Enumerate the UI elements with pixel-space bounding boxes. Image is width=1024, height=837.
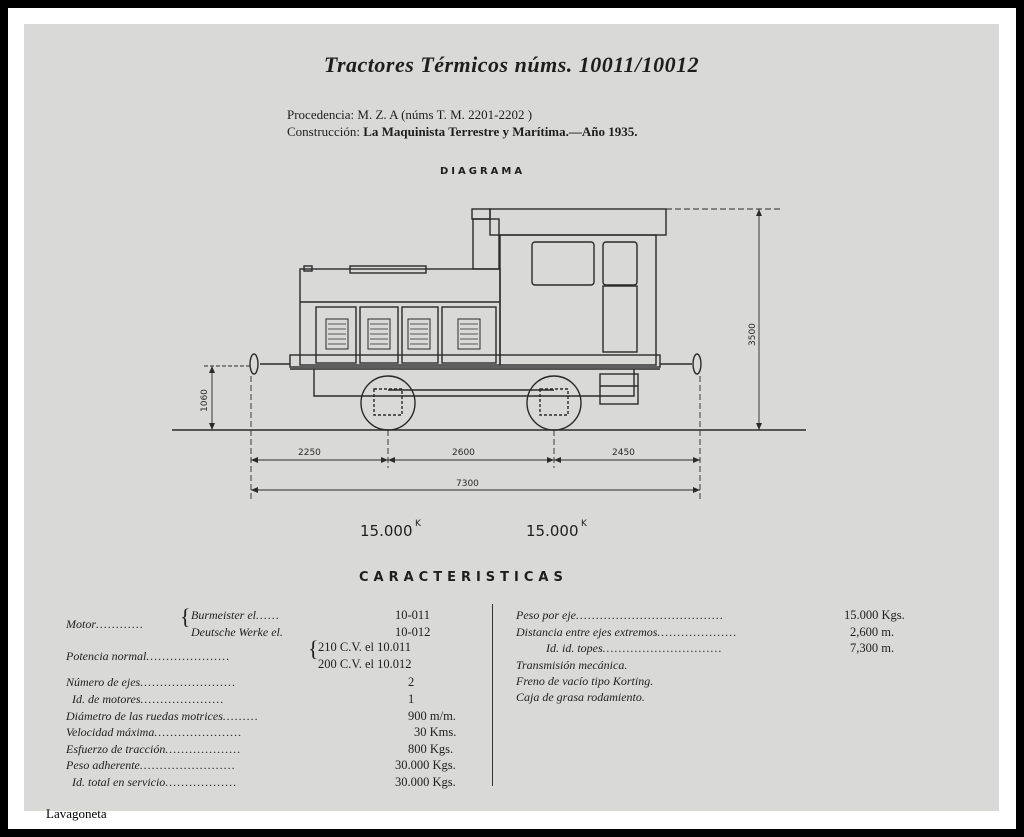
construccion-value: La Maquinista Terrestre y Marítima.—Año 1935. [363, 124, 638, 139]
peso-total-row: Id. total en servicio.................. [72, 775, 238, 789]
dim-2250: 2250 [298, 448, 321, 458]
cab-window [532, 242, 594, 285]
motores-row: Id. de motores..................... [72, 692, 225, 706]
velocidad-value: 30 Kms. [414, 725, 457, 739]
dim-3500: 3500 [748, 323, 758, 346]
peso-total-value: 30.000 Kgs. [395, 775, 456, 789]
diametro-row: Diámetro de las ruedas motrices......... [66, 709, 259, 723]
document-sheet: Tractores Térmicos núms. 10011/10012 Procedencia: M. Z. A (núms T. M. 2201-2202 ) Construcción: La Maquinista Terrestre y Marítima.—Año 1935. DIAGRAMA 2250 2600 2450 7300 1060 3500 15.000 K 15.000 K CARACTERISTICAS Motor............ { Burmeister el...... Deutsche Werke el. 10-011 10-012 Potencia normal..................... { 210 C.V. el 10.011 200 C.V. el 10.012 Número de ejes........................ 2 Id. de motores..................... 1 Diámetro de las ruedas motrices......... 900 m/m. Velocidad máxima...................... 30 Kms. Esfuerzo de tracción................... 800 Kgs. Peso adherente........................ 30.000 Kgs. Id. total en servicio.................. 30.000 Kgs. Peso por eje..................................... 15.000 Kgs. Distancia entre ejes extremos.................... 2,600 m. Id. id. topes.............................. 7,300 m. Transmisión mecánica. Freno de vacío tipo Korting. Caja de grasa rodamiento. [24, 24, 999, 811]
engine-hood [300, 269, 500, 365]
cab-roof [490, 209, 666, 235]
peso-eje-row: Peso por eje..................................... [516, 608, 724, 622]
dim-2600: 2600 [452, 448, 475, 458]
cab-body [500, 235, 656, 365]
motor-a-value: 10-011 [395, 608, 430, 622]
dim-1060: 1060 [200, 389, 210, 412]
characteristics-heading: CARACTERISTICAS [359, 570, 568, 585]
potencia-label-row: Potencia normal..................... [66, 649, 231, 663]
motor-b-row: Deutsche Werke el. [191, 625, 284, 639]
axle-load-2-unit: K [581, 519, 587, 529]
axle-load-1-unit: K [415, 519, 421, 529]
axle-load-2: 15.000 [526, 522, 579, 540]
velocidad-row: Velocidad máxima...................... [66, 725, 243, 739]
construccion-label: Construcción: [287, 124, 360, 139]
cab-door [603, 286, 637, 352]
diagram-heading: DIAGRAMA [440, 166, 526, 177]
peso-eje-value: 15.000 Kgs. [844, 608, 905, 622]
procedencia-label: Procedencia: [287, 107, 355, 122]
motor-label-row: Motor............ [66, 617, 144, 631]
motores-value: 1 [408, 692, 415, 706]
peso-adherente-value: 30.000 Kgs. [395, 758, 456, 772]
distancia-value: 2,600 m. [850, 625, 895, 639]
axle-load-1: 15.000 [360, 522, 413, 540]
motor-a-row: Burmeister el...... [191, 608, 280, 622]
page-title: Tractores Térmicos núms. 10011/10012 [323, 52, 700, 77]
dim-2450: 2450 [612, 448, 635, 458]
peso-adherente-row: Peso adherente........................ [66, 758, 236, 772]
procedencia-value: M. Z. A (núms T. M. 2201-2202 ) [357, 107, 533, 122]
topes-row: Id. id. topes.............................. [546, 641, 723, 655]
exhaust-stack [473, 219, 499, 269]
esfuerzo-value: 800 Kgs. [408, 742, 454, 756]
ejes-value: 2 [408, 675, 415, 689]
freno-row: Freno de vacío tipo Korting. [516, 674, 654, 688]
esfuerzo-row: Esfuerzo de tracción................... [66, 742, 242, 756]
cab-door-window [603, 242, 637, 285]
topes-value: 7,300 m. [850, 641, 895, 655]
distancia-row: Distancia entre ejes extremos.................... [516, 625, 738, 639]
ejes-row: Número de ejes........................ [66, 675, 237, 689]
caja-row: Caja de grasa rodamiento. [516, 690, 645, 704]
rear-buffer [660, 354, 701, 374]
potencia-b-value: 200 C.V. el 10.012 [318, 657, 412, 671]
potencia-a-value: 210 C.V. el 10.011 [318, 640, 412, 654]
transmision-row: Transmisión mecánica. [516, 658, 628, 672]
dim-7300: 7300 [456, 479, 479, 489]
diametro-value: 900 m/m. [408, 709, 456, 723]
rear-wheel [527, 376, 581, 430]
front-wheel [361, 376, 415, 430]
column-divider [492, 604, 493, 786]
front-buffer [250, 354, 290, 374]
watermark: Lavagoneta [46, 806, 107, 821]
motor-b-value: 10-012 [395, 625, 431, 639]
